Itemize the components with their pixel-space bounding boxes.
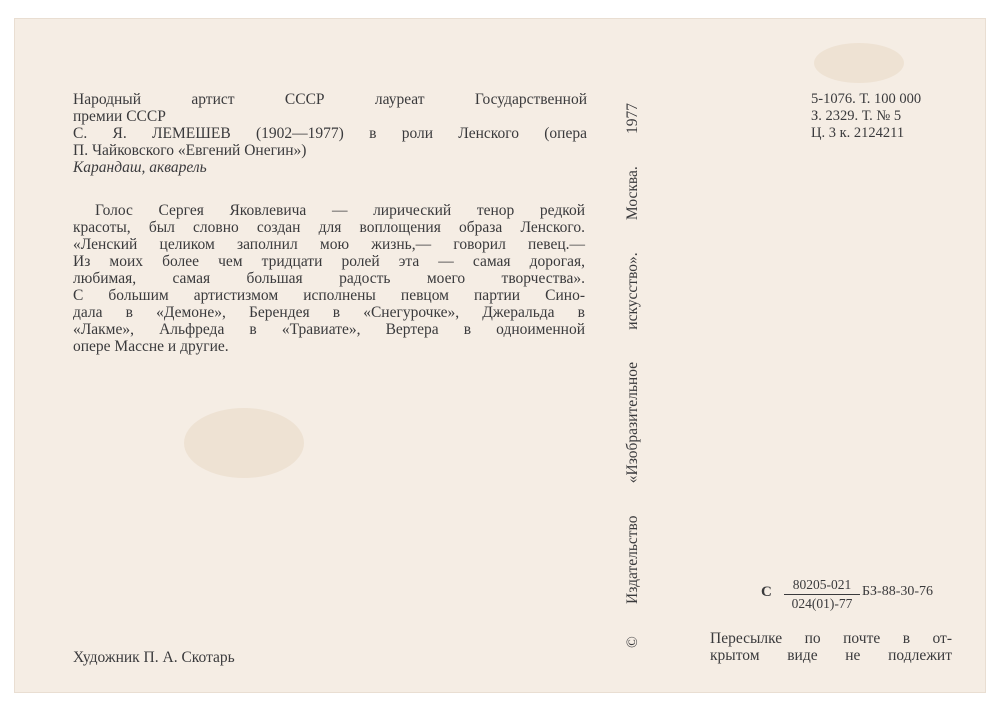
artist-credit: Художник П. А. Скотарь	[73, 649, 235, 666]
print-info-line: Ц. 3 к. 2124211	[811, 125, 905, 141]
paper-stain	[814, 43, 904, 83]
body-line: «Лакме», Альфреда в «Травиате», Вертера в одноименной	[73, 321, 585, 338]
caption-block	[73, 91, 587, 159]
publisher-word: «Изобразительное	[624, 361, 641, 484]
publisher-word: Издательство	[624, 515, 641, 604]
caption-line: премии СССР	[73, 108, 166, 125]
catalog-fraction	[784, 577, 860, 612]
body-line: С большим артистизмом исполнены певцом партии Сино-	[73, 287, 585, 304]
body-line: Голос Сергея Яковлевича — лирический тенор редкой	[95, 202, 585, 219]
copyright-symbol: ©	[624, 636, 641, 648]
publisher-year: 1977	[624, 103, 641, 134]
body-line: «Ленский целиком заполнил мою жизнь,— говорил певец.—	[73, 236, 585, 253]
publisher-word: Москва.	[624, 166, 641, 221]
body-line: красоты, был словно создан для воплощения образа Ленского.	[73, 219, 585, 236]
medium-label: Карандаш, акварель	[73, 159, 207, 176]
print-info	[811, 91, 921, 142]
catalog-letter: С	[761, 584, 772, 600]
postal-note-line: крытом виде не подлежит	[710, 647, 952, 664]
biography-text	[73, 202, 585, 355]
caption-line: П. Чайковского «Евгений Онегин»)	[73, 142, 307, 159]
body-line: дала в «Демоне», Берендея в «Снегурочке», Джеральда в	[73, 304, 585, 321]
publisher-imprint	[624, 103, 642, 648]
paper-stain	[184, 408, 304, 478]
print-info-line: З. 2329. Т. № 5	[811, 108, 902, 124]
catalog-denominator: 024(01)-77	[791, 596, 853, 611]
caption-line: Народный артист СССР лауреат Государственной	[73, 91, 587, 108]
postal-note-line: Пересылке по почте в от-	[710, 630, 952, 647]
body-line: опере Массне и другие.	[73, 338, 229, 355]
body-line: Из моих более чем тридцати ролей эта — самая дорогая,	[73, 253, 585, 270]
caption-line: С. Я. ЛЕМЕШЕВ (1902—1977) в роли Ленского (опера	[73, 125, 587, 142]
body-line: любимая, самая большая радость моего творчества».	[73, 270, 585, 287]
postal-note	[710, 630, 952, 664]
catalog-code: БЗ-88-30-76	[862, 584, 934, 599]
print-info-line: 5-1076. Т. 100 000	[811, 91, 922, 107]
catalog-numerator: 80205-021	[784, 577, 860, 595]
publisher-word: искусство».	[624, 252, 641, 330]
